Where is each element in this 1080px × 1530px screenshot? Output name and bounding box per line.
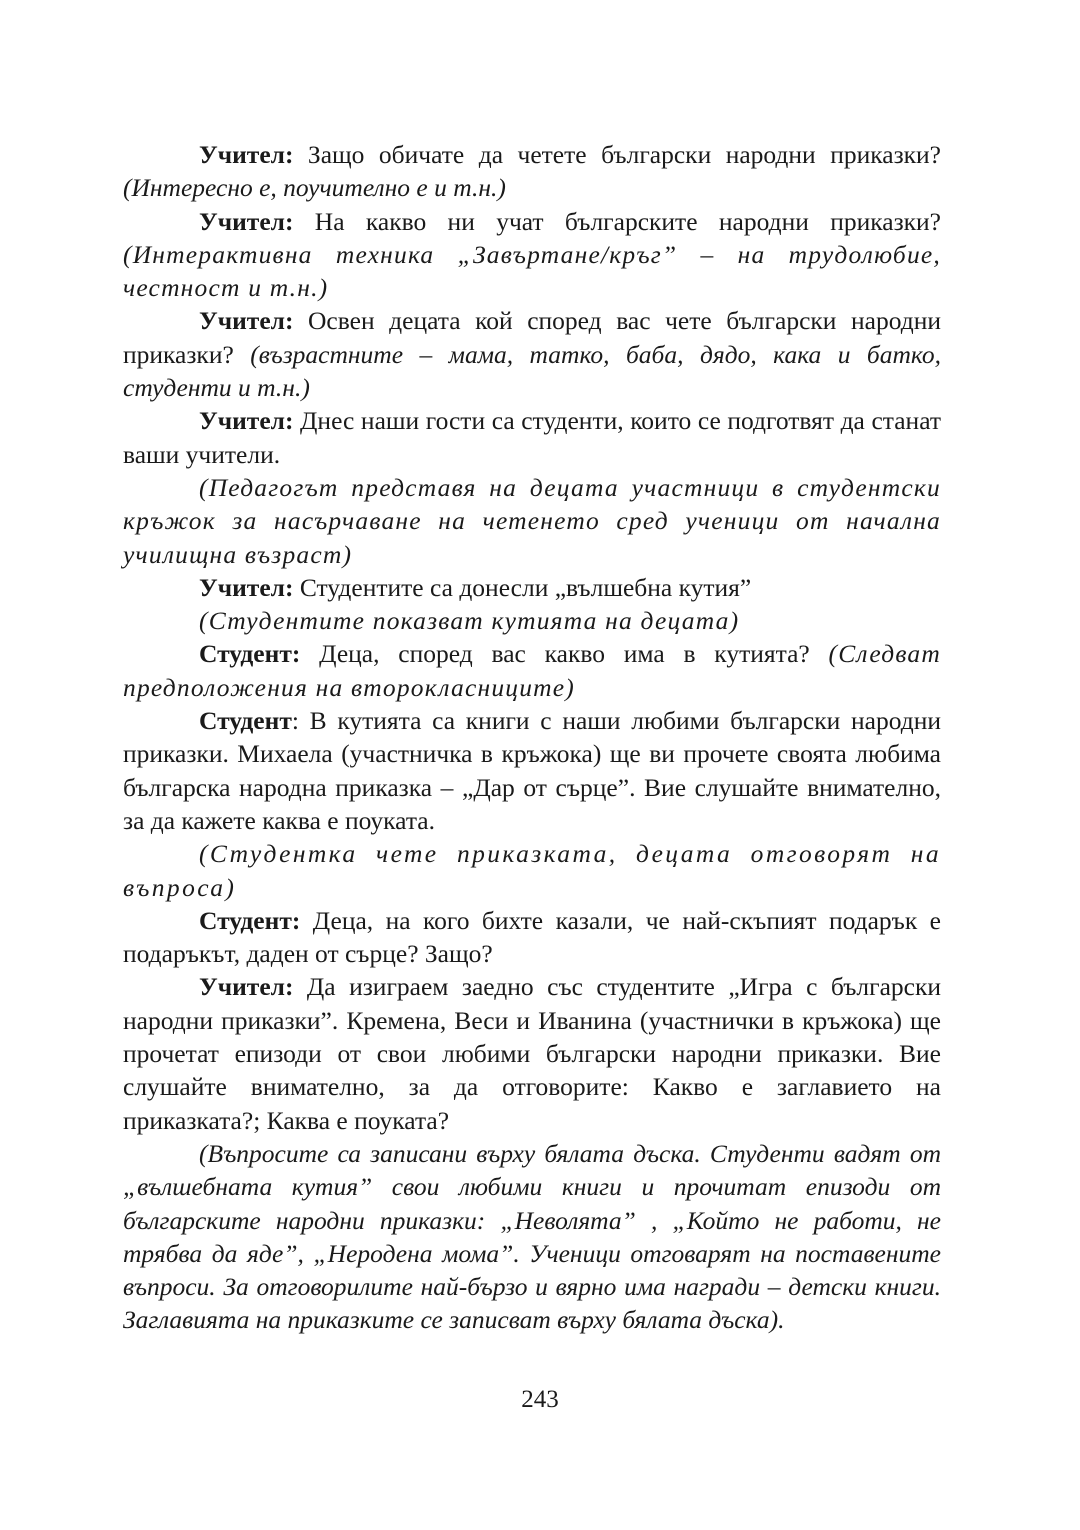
stage-note: (Педагогът представя на децата участници в студентски кръжок за насърчаване на четенето сред ученици от начална училищна възраст) <box>123 472 941 569</box>
dialogue-text: Освен децата кой според вас чете български народни приказки? <box>123 306 941 369</box>
stage-note: (Въпросите са записани върху бялата дъска. Студенти вадят от „вълшебната кутия” свои любими книги и прочитат епизоди от българските народни приказки: „Неволята” , „Който не работи, не трябва да яде”, „Неродена мома”. Ученици отговарят на поставените въпроси. За отговорилите най-бързо и вярно има награди – детски книги. Заглавията на приказките се записват върху бялата дъска). <box>123 1138 941 1335</box>
paragraph-11 <box>123 904 941 971</box>
dialogue-text: Защо обичате да четете български народни приказки? <box>293 140 941 169</box>
speaker-label: Учител: <box>199 206 294 236</box>
dialogue-text: Да изиграем заедно със студентите „Игра с български народни приказки”. Кремена, Веси и Иванина (участнички в кръжока) ще прочетат епизоди от свои любими български народни приказки. Вие слушайте внимателно, за да отговорите: Какво е заглавието на приказката?; Каква е поуката? <box>123 972 941 1135</box>
speaker-label: Учител: <box>199 406 294 436</box>
paragraph-13 <box>123 1137 941 1337</box>
stage-note: (възрастните – мама, татко, баба, дядо, кака и батко, студенти и т.н.) <box>123 339 941 403</box>
speaker-label: Учител: <box>199 306 294 336</box>
stage-note: (Студентите показват кутията на децата) <box>199 606 740 636</box>
speaker-label: Студент <box>199 706 292 736</box>
paragraph-9 <box>123 704 941 837</box>
stage-note: (Следват предположения на второкласниците) <box>123 639 941 702</box>
speaker-label: Учител: <box>199 572 294 602</box>
stage-note: (Интерактивна техника „Завъртане/кръг” – на трудолюбие, честност и т.н.) <box>123 239 941 303</box>
page-body <box>123 138 941 1337</box>
paragraph-7 <box>123 604 941 637</box>
speaker-label: Студент: <box>199 905 301 935</box>
speaker-label: Студент: <box>199 639 301 669</box>
paragraph-3 <box>123 304 941 404</box>
paragraph-6 <box>123 571 941 604</box>
stage-note: (Студентка чете приказката, децата отговорят на въпроса) <box>123 839 941 902</box>
dialogue-text: Деца, на кого бихте казали, че най-скъпият подарък е подаръкът, даден от сърце? Защо? <box>123 905 941 969</box>
dialogue-text: На какво ни учат българските народни приказки? <box>293 206 941 236</box>
paragraph-10 <box>123 837 941 904</box>
paragraph-2 <box>123 205 941 305</box>
paragraph-8 <box>123 637 941 704</box>
dialogue-text: Студентите са донесли „вълшебна кутия” <box>293 572 752 602</box>
paragraph-1 <box>123 138 941 205</box>
page-number: 243 <box>521 1386 559 1413</box>
paragraph-5 <box>123 471 941 571</box>
paragraph-12 <box>123 970 941 1136</box>
dialogue-text: Деца, според вас какво има в кутията? <box>300 639 829 669</box>
paragraph-4 <box>123 404 941 471</box>
dialogue-text: Днес наши гости са студенти, които се подготвят да станат ваши учители. <box>123 406 941 469</box>
dialogue-text: : В кутията са книги с наши любими български народни приказки. Михаела (участничка в кръжока) ще ви прочете своята любима българска народна приказка – „Дар от сърце”. Вие слушайте внимателно, за да кажете каква е поуката. <box>123 706 941 835</box>
speaker-label: Учител: <box>199 140 294 169</box>
speaker-label: Учител: <box>199 972 294 1002</box>
stage-note: (Интересно е, поучително е и т.н.) <box>123 173 506 203</box>
